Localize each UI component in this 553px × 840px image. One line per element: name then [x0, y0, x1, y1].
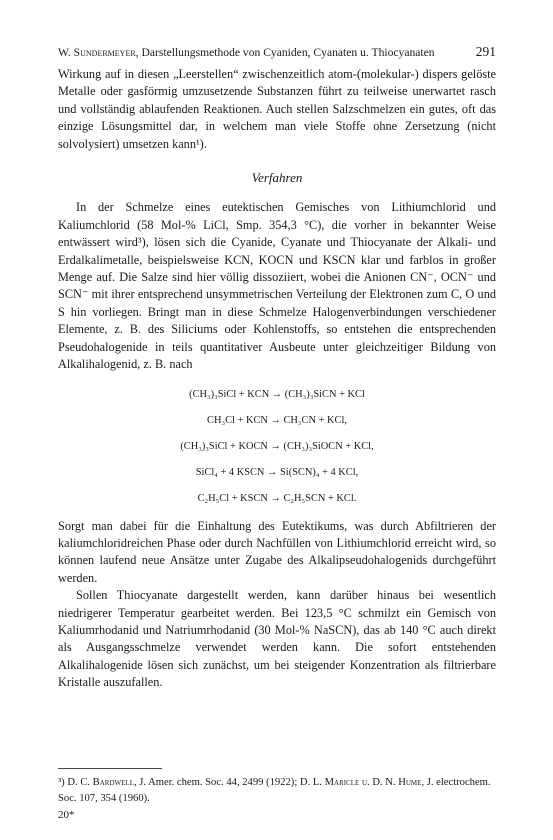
page-number: 291 — [475, 44, 496, 59]
footnote — [58, 775, 496, 806]
equation: CH₃Cl + KCN → CH₃CN + KCl, — [207, 414, 347, 426]
paragraph-thiocyanates: Sollen Thiocyanate dargestellt werden, kann darüber hinaus bei wesentlich niedrigerer Temperatur gearbeitet werden. Bei 123,5 °C schmilzt ein Gemisch von Kaliumrhodanid und Natriumrhodanid (30 Mol-% NaSCN), das ab 140 °C auch direkt als Ausgangsschmelze verwendet werden kann. Die sofort entstehenden Alkalihalogenide lösen sich zunächst, um bei steigender Konzentration als filtrierbare Kristalle auszufallen. — [58, 588, 496, 690]
footnote-citation: , J. Amer. chem. Soc. 44, 2499 (1922); — [133, 777, 300, 788]
equation: (CH₃)₃SiCl + KCN → (CH₃)₃SiCN + KCl — [189, 388, 365, 400]
footnotes — [58, 768, 496, 824]
equation: (CH₃)₃SiCl + KOCN → (CH₃)₃SiOCN + KCl, — [180, 440, 374, 452]
equation: SiCl₄ + 4 KSCN → Si(SCN)₄ + 4 KCl, — [195, 466, 359, 478]
reaction-equations — [58, 382, 496, 512]
header-text — [58, 46, 435, 59]
paragraph-eutectic: Sorgt man dabei für die Einhaltung des Eutektikums, was durch Abfiltrieren der kaliumchloridreichen Phase oder durch Nachfüllen von Lithiumchlorid erreicht wird, so können laufend neue Ansätze unter Zugabe des Alkalipseudohalogenids durchgeführt werden. — [58, 518, 496, 585]
footnote-rule — [58, 768, 162, 769]
footnote-citation: , J. electrochem. Soc. 107, 354 (1960). — [58, 777, 491, 804]
running-header — [58, 44, 496, 60]
paragraph-procedure: In der Schmelze eines eutektischen Gemisches von Lithiumchlorid und Kaliumchlorid (58 Mol-% LiCl, Smp. 354,3 °C), die vorher in bekannter Weise entwässert wird³), lösen sich die Cyanide, Cyanate und Thiocyanate der Alkali- und Erdalkalimetalle, beispielsweise KCN, KOCN und KSCN klar und farblos in großer Menge auf. Die Salze sind hier völlig dissoziiert, wobei die Anionen CN⁻, OCN⁻ und SCN⁻ mit ihrer entsprechend unsymmetrischen Verteilung der Elektronen zum C, O und S hin vorliegen. Bringt man in diese Schmelze Halogenverbindungen verschiedener Elemente, z. B. des Siliciums oder Kohlenstoffs, so entstehen die entsprechenden Pseudohalogenide in teils quantitativer Ausbeute unter gleichzeitiger Bildung von Alkalihalogenid, z. B. nach — [58, 200, 496, 372]
footnote-authors: D. C. Bardwell — [67, 777, 134, 788]
equation: C₂H₅Cl + KSCN → C₂H₅SCN + KCl. — [197, 492, 357, 504]
article-body — [58, 66, 496, 692]
footnote-authors: D. L. Maricle u. D. N. Hume — [299, 777, 422, 788]
signature-mark: 20* — [58, 809, 75, 822]
intro-paragraph: Wirkung auf in diesen „Leerstellen“ zwischenzeitlich atom-(molekular-) dispers gelöste Metalle oder gasförmig umzusetzende Substanzen führt zu teilweise unerwartet rasch und vollständig ablaufenden Reaktionen. Auch stellen Salzschmelzen ein gutes, oft das einzige Lösungsmittel dar, in welchem man viele Stoffe ohne Zersetzung (nicht solvolysiert) umsetzen kann¹). — [58, 67, 496, 151]
section-heading: Verfahren — [251, 170, 303, 186]
header-author: W. Sundermeyer — [58, 46, 136, 59]
footnote-marker: ³) — [58, 777, 65, 788]
header-title: , Darstellungsmethode von Cyaniden, Cyanaten u. Thiocyanaten — [135, 46, 435, 59]
